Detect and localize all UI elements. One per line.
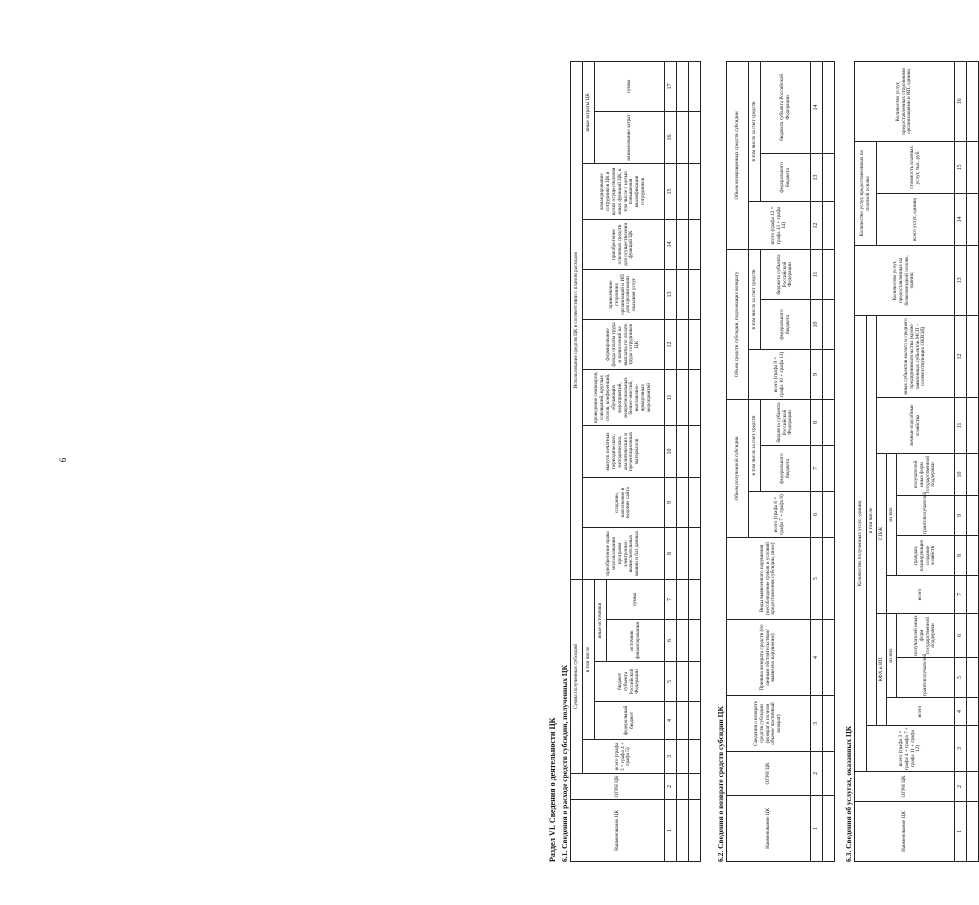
section-title: Раздел VI. Сведения о деятельности ЦК <box>548 717 557 862</box>
col-paid-all: всего услуг, единиц <box>877 193 955 245</box>
colnum: 11 <box>955 398 967 454</box>
col-own: личные подсобные хозяйства <box>877 398 955 454</box>
col-support: получателей иных форм государственной поддержки <box>897 614 955 658</box>
colnum: 3 <box>811 696 823 752</box>
colnum: 7 <box>955 576 967 614</box>
table-row <box>967 61 979 861</box>
col-incl-acc: в том числе за счет средств <box>749 249 761 349</box>
col-name: Наименование ЦК <box>571 800 665 862</box>
colnum: 1 <box>955 802 967 862</box>
col-total6: всего (графа 6 = графа 7 + графа 8) <box>749 492 811 538</box>
table-6-2 <box>726 61 835 862</box>
colnum: 14 <box>811 61 823 153</box>
col-incl-acc: в том числе за счет средств <box>749 61 761 201</box>
table-6-3 <box>854 61 979 862</box>
col-reg: бюджета субъекта Российской Федерации <box>761 399 811 445</box>
table-6-1-numbers <box>665 61 677 861</box>
colnum: 14 <box>665 219 677 269</box>
colnum: 4 <box>811 620 823 696</box>
col-returned: Объем средств субсидии, подлежащих возврату <box>727 249 749 399</box>
col-total9: всего (графа 9 = графа 10 + графа 11) <box>749 349 811 399</box>
colnum: 10 <box>665 425 677 477</box>
col-use: Использование средств ЦК в соответствии с планом расходов <box>571 61 583 579</box>
col-incl: в том числе <box>583 579 595 739</box>
colnum: 16 <box>665 111 677 163</box>
col-other: иные источники <box>595 579 607 661</box>
col-free: Количество услуг, предоставленных на безвозмездной основе, единиц <box>855 245 955 315</box>
col-amount: сумма <box>607 579 665 619</box>
col-spok-from: из них <box>887 454 897 576</box>
col-paid: Количество услуг, предоставленных на платной основе <box>855 141 877 245</box>
col-total12: всего (графа 12 = графа 13 + графа 14) <box>749 201 811 249</box>
colnum: 5 <box>955 658 967 698</box>
col-incl-acc: в том числе за счет средств <box>749 399 761 491</box>
table-6-2-numbers <box>811 61 823 861</box>
col-violation: Виды выявленного нарушения (несоблюдение сроков и условий предоставления субсидии, иное) <box>727 538 811 620</box>
colnum: 14 <box>955 193 967 245</box>
col-fed: федерального бюджета <box>761 446 811 492</box>
table-6-1-title: 6.1. Сведения о расходе средств субсидии, полученных ЦК <box>560 664 569 862</box>
colnum: 9 <box>665 477 677 527</box>
col-8: приобретение права использования программ электронно-вычислительных машин и баз данных <box>583 527 665 579</box>
col-start: граждан, планирующих создание хозяйств <box>897 536 955 576</box>
table-6-3-title: 6.3. Сведения об услугах, оказанных ЦК <box>844 725 853 862</box>
colnum: 2 <box>811 752 823 796</box>
colnum: 3 <box>665 740 677 774</box>
colnum: 13 <box>811 153 823 201</box>
col-11: проведение семинаров, совещаний, круглых столов, конференций, обучающих мероприятий, межрегиональных бизнес-миссий, выставочно-ярмарочных мероприятий <box>583 369 665 425</box>
col-src: источник финансирования <box>607 620 665 662</box>
col-name: Наименование ЦК <box>855 802 955 862</box>
col-grant: грантополучателей <box>897 496 955 536</box>
colnum: 10 <box>955 454 967 496</box>
colnum: 2 <box>955 772 967 802</box>
colnum: 7 <box>811 446 823 492</box>
col-10: выпуск печатных периодических, методических, аналитических и презентационных материалов <box>583 425 665 477</box>
col-total: всего (графа 3 = графа 4 + графа 7 + графа 11 + графа 12) <box>867 726 955 772</box>
table-row <box>677 61 689 861</box>
table-row <box>823 61 835 861</box>
col-ogrn: ОГРН ЦК <box>727 752 811 796</box>
col-total: всего (графа 3 = графа 4 + графа 5) <box>583 740 665 774</box>
col-reg: бюджет субъекта Российской Федерации <box>595 662 665 702</box>
col-reg: бюджета субъекта Российской Федерации <box>761 61 811 153</box>
colnum: 2 <box>665 774 677 800</box>
col-spok: СПоК <box>877 454 887 614</box>
col-reason: Причина возврата средств (по личным обстоятельствам/ выявлено нарушение) <box>727 620 811 696</box>
col-12: формирование фонда оплаты труда и начислений на выплаты по оплате труда сотрудников ЦК <box>583 319 665 369</box>
colnum: 5 <box>811 538 823 620</box>
colnum: 15 <box>955 141 967 193</box>
col-13: привлечение сторонних организаций и ИП для организации оказания услуг <box>583 269 665 319</box>
colnum: 12 <box>811 201 823 249</box>
col-other-exp: иные затраты ЦК <box>583 61 595 163</box>
colnum: 9 <box>811 349 823 399</box>
table-6-2-title: 6.2. Сведения о возврате средств субсидии ЦК <box>716 706 725 862</box>
colnum: 5 <box>665 662 677 702</box>
colnum: 1 <box>665 800 677 862</box>
table-6-1 <box>570 61 701 862</box>
col-paid-cost: стоимость платных услуг, тыс. руб. <box>877 141 955 193</box>
col-ogrn: ОГРН ЦК <box>855 772 955 802</box>
col-17: сумма <box>595 61 665 111</box>
colnum: 6 <box>955 614 967 658</box>
colnum: 4 <box>665 702 677 740</box>
col-14: приобретение основных средств для осуществления функций ЦК <box>583 219 665 269</box>
colnum: 7 <box>665 579 677 619</box>
table-6-3-numbers <box>955 61 967 861</box>
colnum: 13 <box>955 245 967 315</box>
colnum: 13 <box>665 269 677 319</box>
colnum: 9 <box>955 496 967 536</box>
col-info: Сведения о возврате средств субсидии (возврат в полном объеме/ частичный возврат) <box>727 696 811 752</box>
col-refunded: Объем возвращенных средств субсидии <box>727 61 749 249</box>
colnum: 12 <box>955 315 967 397</box>
col-spok-all: всего <box>887 576 955 614</box>
col-fed: федерального бюджета <box>761 153 811 201</box>
colnum: 4 <box>955 698 967 726</box>
col-msp: иных субъектов малого и среднего предпринимательства (кроме заявленных субъектов МСП – соответствующих ОКВЭД) <box>877 315 955 397</box>
colnum: 8 <box>665 527 677 579</box>
colnum: 17 <box>665 61 677 111</box>
col-reg: бюджета субъекта Российской Федерации <box>761 249 811 299</box>
colnum: 11 <box>811 249 823 299</box>
col-15: командирование сотрудников ЦК в целях осуществления иных функций ЦК, в том числе с целью повышения квалификации сотрудников <box>583 163 665 219</box>
col-third: Количество услуг, предоставленных сторонними организациями и ИП, единиц <box>855 61 955 141</box>
col-fed: федеральный бюджет <box>595 702 665 740</box>
colnum: 6 <box>811 492 823 538</box>
colnum: 1 <box>811 796 823 862</box>
colnum: 16 <box>955 61 967 141</box>
col-kfh: КФХ и ИП <box>877 614 887 726</box>
col-ogrn: ОГРН ЦК <box>571 774 665 800</box>
colnum: 10 <box>811 299 823 349</box>
colnum: 3 <box>955 726 967 772</box>
colnum: 8 <box>955 536 967 576</box>
col-16: наименование затрат <box>595 111 665 163</box>
col-incl: в том числе <box>867 315 877 725</box>
col-kfh-from: из них <box>887 614 897 698</box>
col-name: Наименование ЦК <box>727 796 811 862</box>
col-support: получателей иных форм государственной поддержки <box>897 454 955 496</box>
colnum: 6 <box>665 620 677 662</box>
col-9: создание, наполнение и ведение сайта <box>583 477 665 527</box>
table-row <box>689 61 701 861</box>
col-grant: грантополучателей <box>897 658 955 698</box>
col-count: Количество полученных услуг, единиц <box>855 315 867 771</box>
page-number: 9 <box>57 457 68 463</box>
col-kfh-all: всего <box>887 698 955 726</box>
colnum: 15 <box>665 163 677 219</box>
colnum: 12 <box>665 319 677 369</box>
colnum: 8 <box>811 399 823 445</box>
col-received: Объем полученной субсидии <box>727 399 749 537</box>
col-fed: федерального бюджета <box>761 299 811 349</box>
colnum: 11 <box>665 369 677 425</box>
col-sum: Сумма полученных субсидий <box>571 579 583 773</box>
